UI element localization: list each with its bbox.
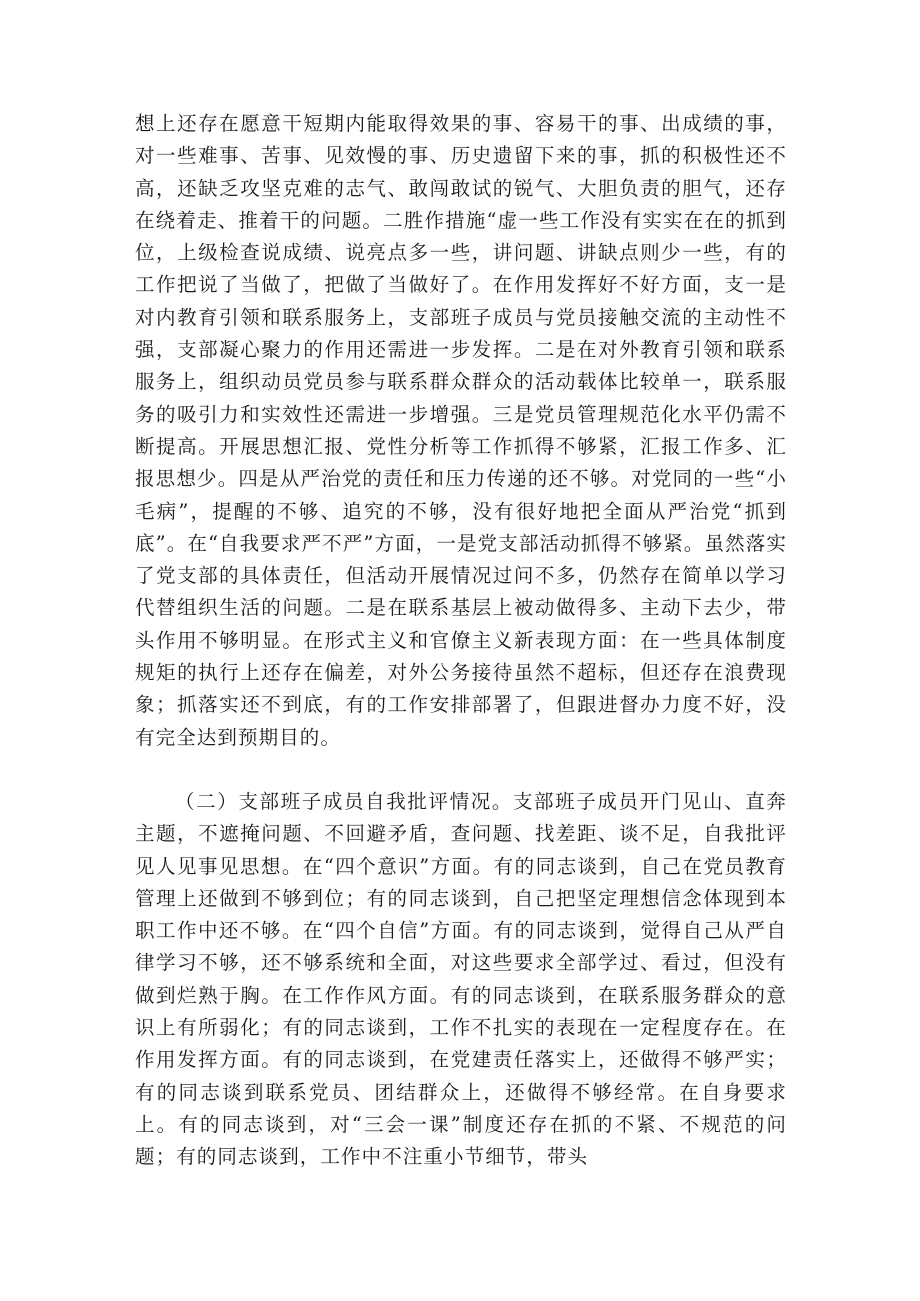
body-paragraph-1: 想上还存在愿意干短期内能取得效果的事、容易干的事、出成绩的事，对一些难事、苦事、见效慢的事、历史遗留下来的事，抓的积极性还不高，还缺乏攻坚克难的志气、敢闯敢试的锐气、大胆负责的胆气，还存在绕着走、推着干的问题。二胜作措施“虚一些工作没有实实在在的抓到位，上级检查说成绩、说亮点多一些，讲问题、讲缺点则少一些，有的工作把说了当做了，把做了当做好了。在作用发挥好不好方面，支一是对内教育引领和联系服务上，支部班子成员与党员接触交流的主动性不强，支部凝心聚力的作用还需进一步发挥。二是在对外教育引领和联系服务上，组织动员党员参与联系群众群众的活动载体比较单一，联系服务的吸引力和实效性还需进一步增强。三是党员管理规范化水平仍需不断提高。开展思想汇报、党性分析等工作抓得不够紧，汇报工作多、汇报思想少。四是从严治党的责任和压力传递的还不够。对党同的一些“小毛病”，提醒的不够、追究的不够，没有很好地把全面从严治党“抓到底”。在“自我要求严不严”方面，一是党支部活动抓得不够紧。虽然落实了党支部的具体责任，但活动开展情况过问不多，仍然存在简单以学习代替组织生活的问题。二是在联系基层上被动做得多、主动下去少，带头作用不够明显。在形式主义和官僚主义新表现方面：在一些具体制度规矩的执行上还存在偏差，对外公务接待虽然不超标，但还存在浪费现象；抓落实还不到底，有的工作安排部署了，但跟进督办力度不好，没有完全达到预期目的。	[135, 112, 787, 749]
document-page	[135, 108, 787, 1174]
body-paragraph-2: （二）支部班子成员自我批评情况。支部班子成员开门见山、直奔主题，不遮掩问题、不回避矛盾，查问题、找差距、谈不足，自我批评见人见事见思想。在“四个意识”方面。有的同志谈到，自己在党员教育管理上还做到不够到位；有的同志谈到，自己把坚定理想信念体现到本职工作中还不够。在“四个自信”方面。有的同志谈到，觉得自己从严自律学习不够，还不够系统和全面，对这些要求全部学过、看过，但没有做到烂熟于胸。在工作作风方面。有的同志谈到，在联系服务群众的意识上有所弱化；有的同志谈到，工作不扎实的表现在一定程度存在。在作用发挥方面。有的同志谈到，在党建责任落实上，还做得不够严实；有的同志谈到联系党员、团结群众上，还做得不够经常。在自身要求上。有的同志谈到，对“三会一课”制度还存在抓的不紧、不规范的问题；有的同志谈到，工作中不注重小节细节，带头	[135, 789, 787, 1169]
